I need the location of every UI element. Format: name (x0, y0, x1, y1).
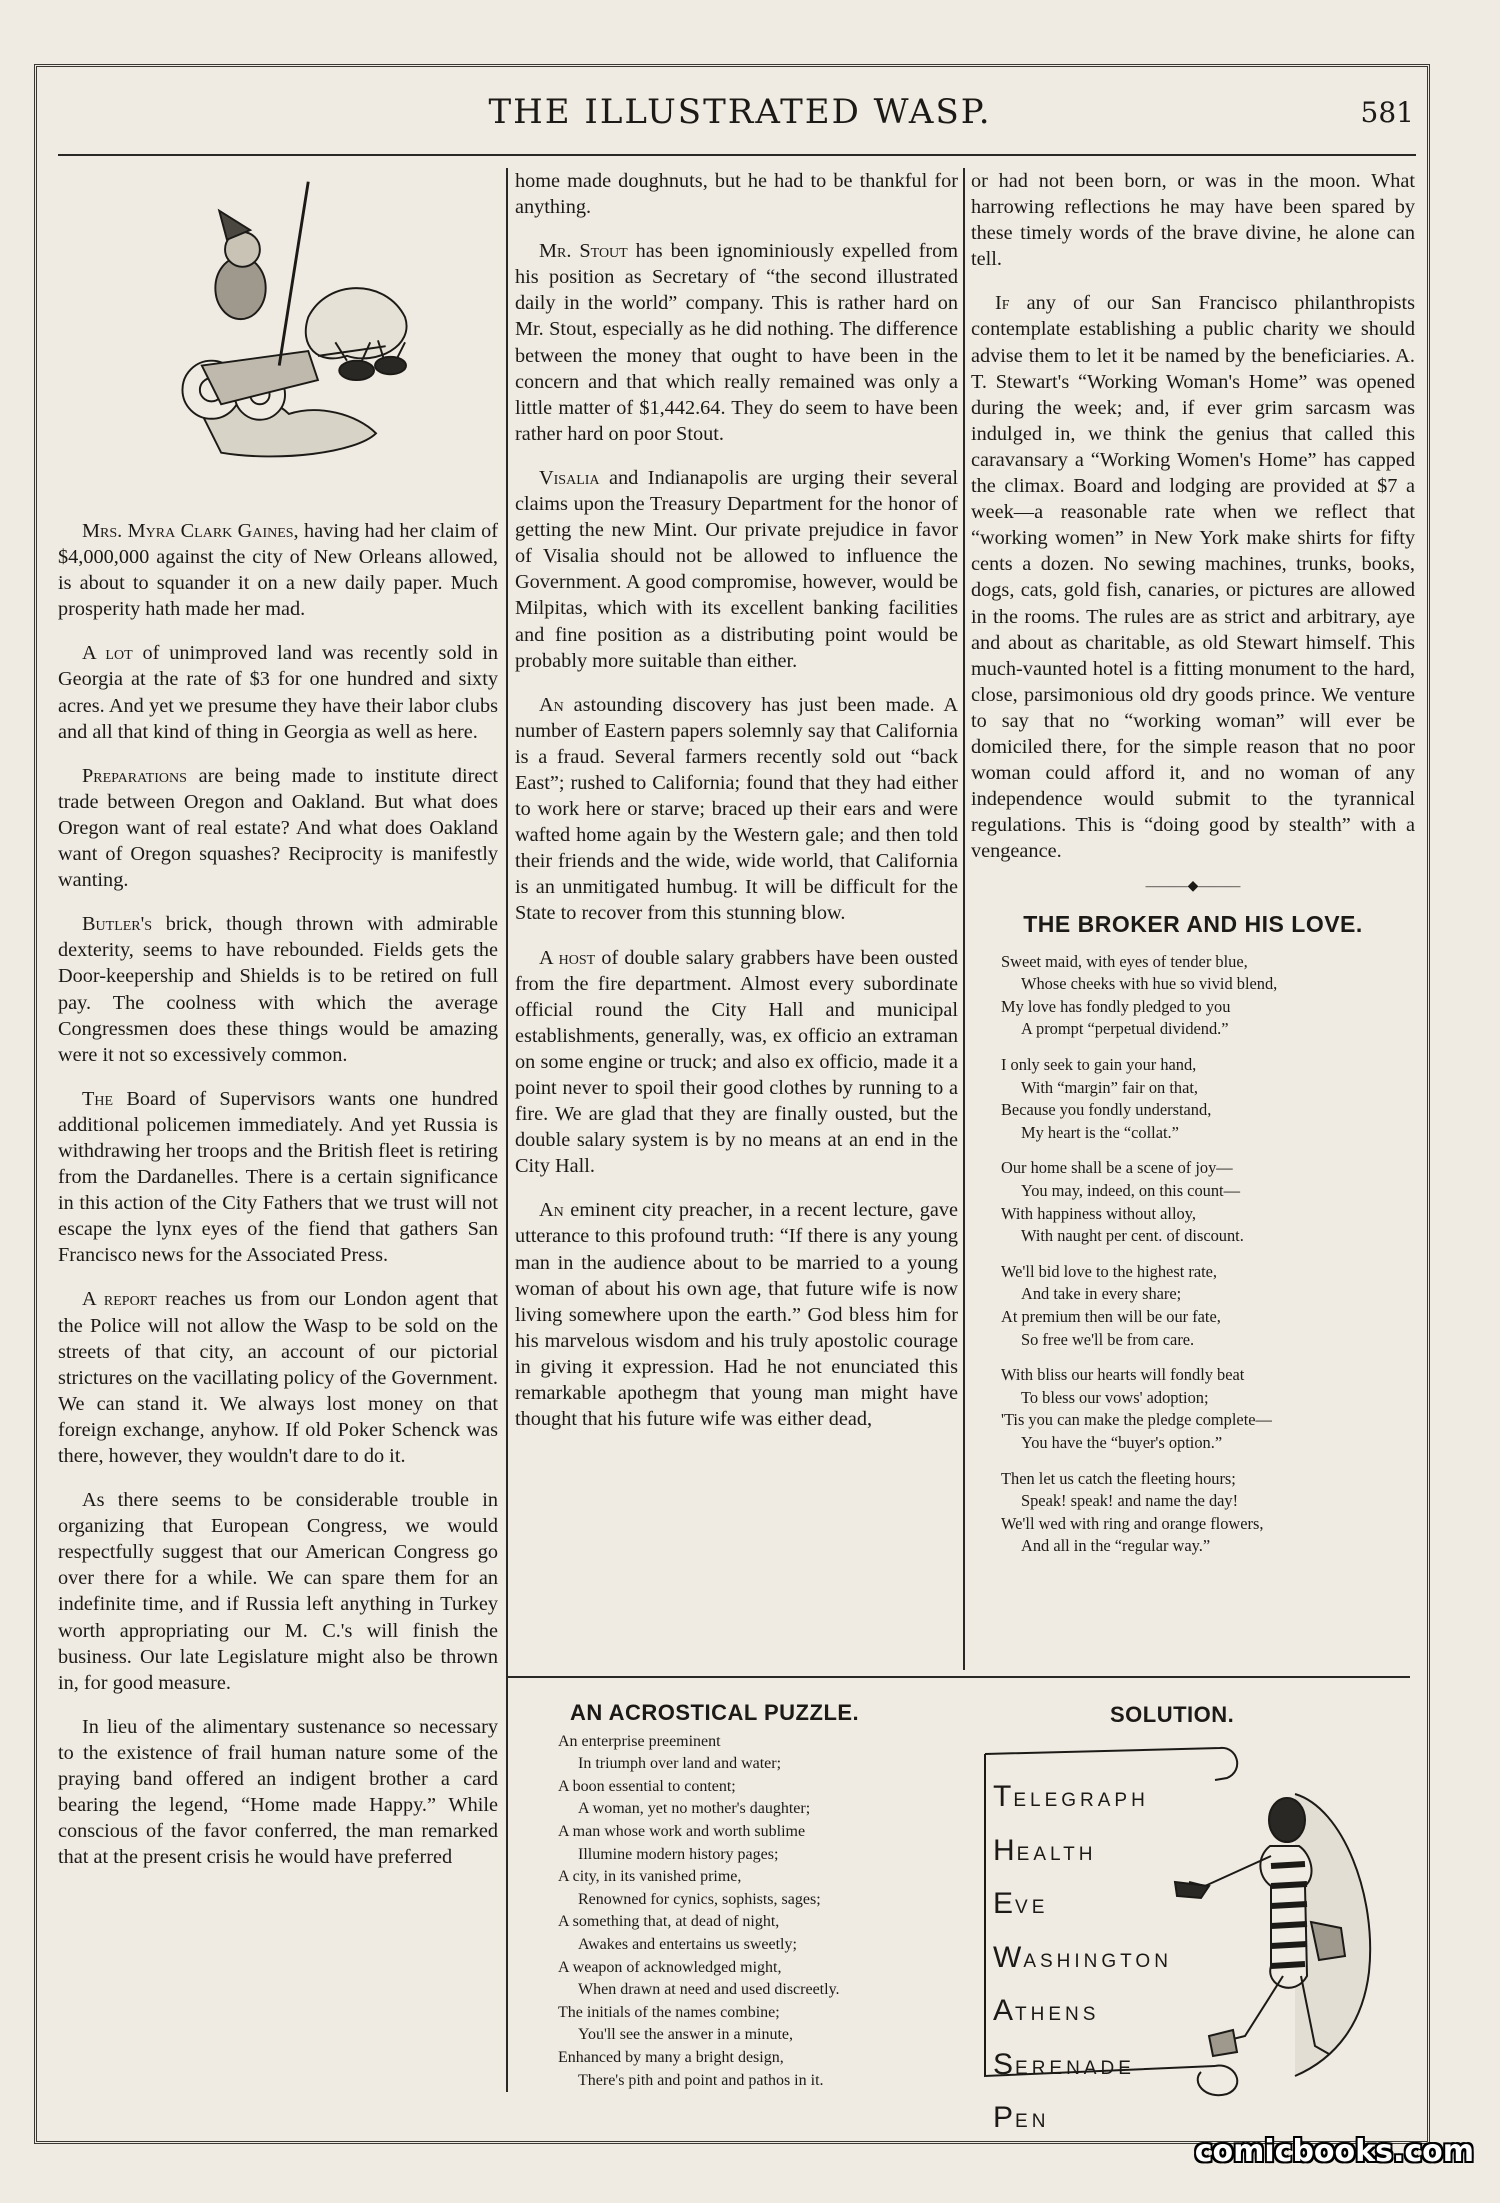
lead-in: Butler's (82, 913, 153, 936)
article-text: In lieu of the alimentary sustenance so necessary to the existence of frail human nature some of the praying band offered an indigent brother a card bearing the legend, “Home made Happy.” While conscious of the favor conferred, the man remarked that at the present crisis he would have preferred (58, 1715, 498, 1869)
poem-line: Sweet maid, with eyes of tender blue, (1001, 951, 1248, 971)
poem-line: With “margin” fair on that, (1021, 1077, 1198, 1097)
article-text: of double salary grabbers have been ousted from the fire department. Almost every subordinate official round the City Hall and municipal establishments, generally, was, ex officio an extraman on some engine or truck; and also ex officio, made it a point never to spoil their good clothes by running to a fire. We are glad that they are finally ousted, but the double salary system is by no means at an end in the City Hall. (515, 946, 958, 1178)
puzzle-line: A boon essential to content; (558, 1777, 736, 1795)
poem-line: Our home shall be a scene of joy— (1001, 1158, 1233, 1178)
article-text: has been ignominiously expelled from his position as Secretary of “the second illustrated daily in the world” company. This is rather hard on Mr. Stout, especially as he did nothing. The difference between the money that ought to have been in the concern and that which really remained was only a little matter of $1,442.64. They do seem to have been rather hard on poor Stout. (515, 240, 958, 445)
poem-line: Whose cheeks with hue so vivid blend, (1021, 974, 1278, 994)
solution-word: TELEGRAPH (993, 1780, 1149, 1813)
puzzle-verse (558, 1731, 968, 2093)
article-text: As there seems to be considerable trouble in organizing that European Congress, we would respectfully suggest that our American Congress go over there for a while. We can spare them for an indefinite time, and if Russia left anything in Turkey worth appropriating our M. C.'s will finish the business. Our late Legislature might also be thrown in, for good measure. (58, 1489, 498, 1694)
poem-line: And all in the “regular way.” (1021, 1536, 1211, 1556)
puzzle-line: An enterprise preeminent (558, 1732, 721, 1750)
puzzle-line: Illumine modern history pages; (578, 1845, 779, 1863)
article-london-report (58, 1286, 498, 1469)
article-text: Board of Supervisors wants one hundred additional policemen immediately. And yet Russia is withdrawing her troops and the British fleet is retiring from the Dardanelles. There is a certain significance in this action of the City Fathers that we trust will not escape the lynx eyes of the fiend that gathers San Francisco news for the Associated Press. (58, 1087, 498, 1267)
poem-stanza (1001, 1468, 1415, 1558)
puzzle-line: A city, in its vanished prime, (558, 1868, 742, 1886)
puzzle-line: A something that, at dead of night, (558, 1913, 780, 1931)
lead-in: Mr. Stout (539, 240, 628, 263)
poem-line: With bliss our hearts will fondly beat (1001, 1365, 1245, 1385)
solution-word: PEN (993, 2101, 1050, 2134)
lead-in: Visalia (539, 466, 600, 489)
puzzle-line: A woman, yet no mother's daughter; (578, 1800, 811, 1818)
solution-word: EVE (993, 1887, 1049, 1920)
article-text: reaches us from our London agent that the Police will not allow the Wasp to be sold on the streets of that city, an account of our pictorial strictures on the vacillating policy of the Government. We can stand it. We always lost money on that foreign exchange, anyhow. If old Poker Schenck was there, however, they wouldn't dare to do it. (58, 1288, 499, 1467)
article-text: are being made to institute direct trade between Oregon and Oakland. But what does Oregon want of real estate? And what does Oakland want of Oregon squashes? Reciprocity is manifestly wanting. (58, 764, 498, 892)
puzzle-title: AN ACROSTICAL PUZZLE. (570, 1700, 860, 1725)
lead-in: An (539, 693, 564, 716)
puzzle-line: Renowned for cynics, sophists, sages; (578, 1890, 821, 1908)
poem-stanza (1001, 1364, 1415, 1454)
solution-word: HEALTH (993, 1833, 1097, 1867)
poem-line: With naught per cent. of discount. (1021, 1226, 1244, 1246)
puzzle-line: A man whose work and worth sublime (558, 1822, 806, 1840)
puzzle-line: The initials of the names combine; (558, 2003, 780, 2021)
lead-in: If (995, 292, 1010, 315)
poem-line: Because you fondly understand, (1001, 1100, 1212, 1120)
article-salary-grabbers (515, 945, 958, 1180)
poem-stanza (1001, 1054, 1415, 1144)
column-rule-2 (963, 168, 965, 1670)
poem-line: We'll bid love to the highest rate, (1001, 1261, 1218, 1281)
article-continuation: or had not been born, or was in the moon. What harrowing reflections he may have been spared by these timely words of the brave divine, he alone can tell. (971, 170, 1415, 271)
puzzle-line: In triumph over land and water; (578, 1755, 782, 1773)
article-california-fraud (515, 692, 958, 927)
acrostic-puzzle (558, 1702, 968, 2092)
poem-line: We'll wed with ring and orange flowers, (1001, 1513, 1264, 1533)
poem-line: My love has fondly pledged to you (1001, 996, 1231, 1016)
poem-broker-and-his-love (1001, 951, 1415, 1558)
solution-word: SERENADE (993, 2047, 1135, 2081)
lead-in: A host (539, 946, 596, 969)
poem-line: With happiness without alloy, (1001, 1203, 1196, 1223)
masthead-title: THE ILLUSTRATED WASP. (488, 92, 992, 132)
column-3 (971, 168, 1415, 1571)
solution-word: ATHENS (993, 1994, 1100, 2027)
column-1 (58, 518, 498, 1888)
poem-line: And take in every share; (1021, 1284, 1182, 1304)
header-rule (58, 154, 1416, 156)
poem-line: I only seek to gain your hand, (1001, 1055, 1197, 1074)
poem-line: 'Tis you can make the pledge complete— (1001, 1410, 1272, 1430)
article-text: eminent city preacher, in a recent lecture, gave utterance to this profound truth: “If there is any young man in the audience about to be married to a young woman of about his own age, that future wife is now living somewhere upon the earth.” God bless him for his marvelous wisdom and his truly apostolic courage in giving it expression. Had he not enunciated this remarkable apothegm that young man might have thought that his future wife was either dead, (515, 1199, 958, 1431)
poem-line: At premium then will be our fate, (1001, 1306, 1221, 1326)
poem-stanza (1001, 1157, 1415, 1247)
puzzle-line: When drawn at need and used discreetly. (578, 1981, 840, 1999)
article-text: astounding discovery has just been made. A number of Eastern papers solemnly say that California is a fraud. Several farmers recently sold out “back East”; rushed to California; found that they had either to work here or starve; braced up their ears and were wafted home again by the Western gale; and then told their friends and the wide, wide world, that California is an unmitigated humbug. It will be difficult for the State to recover from this stunning blow. (515, 693, 958, 925)
lead-in: Preparations (82, 764, 187, 787)
acrostic-puzzle-box (510, 1676, 1410, 2134)
poem-line: Then let us catch the fleeting hours; (1001, 1468, 1236, 1488)
article-text: having had her claim of $4,000,000 against the city of New Orleans allowed, is about to squander it on a new daily paper. Much prosperity hath made her mad. (58, 520, 498, 621)
article-visalia-mint (515, 465, 958, 674)
lead-in: The (82, 1087, 114, 1110)
solution-words (993, 1772, 1172, 2147)
page-number: 581 (1360, 96, 1414, 129)
article-city-preacher (515, 1197, 958, 1432)
article-european-congress (58, 1487, 498, 1696)
poem-line: To bless our vows' adoption; (1021, 1387, 1209, 1407)
puzzle-line: There's pith and point and pathos in it. (578, 2071, 824, 2089)
article-text: brick, though thrown with admirable dexterity, seems to have rebounded. Fields gets the Door-keepership and Shields is to be retired on full pay. The coolness with which the average Congressmen does these things would be amazing were it not so excessively common. (58, 913, 498, 1066)
page-header (60, 92, 1420, 140)
puzzle-line: A weapon of acknowledged might, (558, 1958, 782, 1976)
lead-in: A report (82, 1288, 157, 1311)
article-text: of unimproved land was recently sold in Georgia at the rate of $3 for one hundred and sixty acres. And yet we presume they have their labor clubs and all that kind of thing in Georgia as well as here. (58, 642, 499, 743)
column-rule-1 (506, 168, 508, 2092)
puzzle-line: Enhanced by many a bright design, (558, 2048, 784, 2066)
article-continuation: home made doughnuts, but he had to be thankful for anything. (515, 170, 958, 219)
article-oregon-trade (58, 763, 498, 893)
lead-in: An (539, 1199, 564, 1222)
column-2 (515, 168, 958, 1670)
solution-word: WASHINGTON (993, 1940, 1172, 1974)
poem-stanza (1001, 1261, 1415, 1351)
lead-in: Mrs. Myra Clark Gaines, (82, 520, 299, 542)
solution-title: SOLUTION. (1110, 1702, 1235, 1727)
solution-scroll (965, 1736, 1395, 2134)
poem-divider: ―――◆――― (1145, 879, 1241, 895)
article-supervisors (58, 1086, 498, 1269)
article-gaines (58, 518, 498, 622)
puzzle-line: Awakes and entertains us sweetly; (578, 1935, 797, 1953)
poem-line: A prompt “perpetual dividend.” (1021, 1019, 1229, 1039)
lead-in: A lot (82, 642, 133, 665)
article-stout (515, 238, 958, 447)
watermark: comicbooks.com (1194, 2134, 1474, 2169)
article-georgia-land (58, 640, 498, 744)
article-text: any of our San Francisco philanthropists contemplate establishing a public charity we should advise them to let it be named by the beneficiaries. A. T. Stewart's “Working Woman's Home” was opened during the week; and, if ever grim sarcasm was indulged in, we think the genius that called this caravansary a “Working Women's Home” has capped the climax. Board and lodging are provided at $7 a week—a reasonable rate when we reflect that “working women” in New York make shirts for fifty cents a dozen. No sewing machines, trunks, books, dogs, cats, gold fish, canaries, or pictures are allowed in the rooms. The rules are as strict and arbitrary, aye and about as charitable, as old Stewart himself. This much-vaunted hotel is a fitting monument to the hard, close, parsimonious old dry goods prince. We venture to say that no “working woman” will ever be domiciled there, for the simple reason that no poor woman could afford it, and no woman of any independence would submit to the tyrannical regulations. This is “doing good by stealth” with a vengeance. (971, 292, 1415, 863)
poem-title: THE BROKER AND HIS LOVE. (1023, 910, 1363, 937)
poem-stanza (1001, 951, 1415, 1041)
article-text: and Indianapolis are urging their several claims upon the Treasury Department for the honor of getting the new Mint. Our private prejudice in favor of Visalia should not be allowed to influence the Government. A good compromise, however, would be Milpitas, which with its excellent banking facilities and fine position as a distributing point would be probably more suitable than either. (515, 466, 958, 672)
wasp-chariot-illustration (136, 172, 436, 472)
article-praying-band (58, 1714, 498, 1871)
poem-line: Speak! speak! and name the day! (1021, 1491, 1239, 1511)
article-butler-brick (58, 911, 498, 1068)
article-working-womans-home (971, 290, 1415, 864)
poem-line: My heart is the “collat.” (1021, 1122, 1179, 1142)
poem-line: You have the “buyer's option.” (1021, 1432, 1223, 1452)
puzzle-line: You'll see the answer in a minute, (578, 2026, 793, 2044)
poem-line: So free we'll be from care. (1021, 1329, 1195, 1349)
poem-line: You may, indeed, on this count— (1021, 1180, 1240, 1200)
